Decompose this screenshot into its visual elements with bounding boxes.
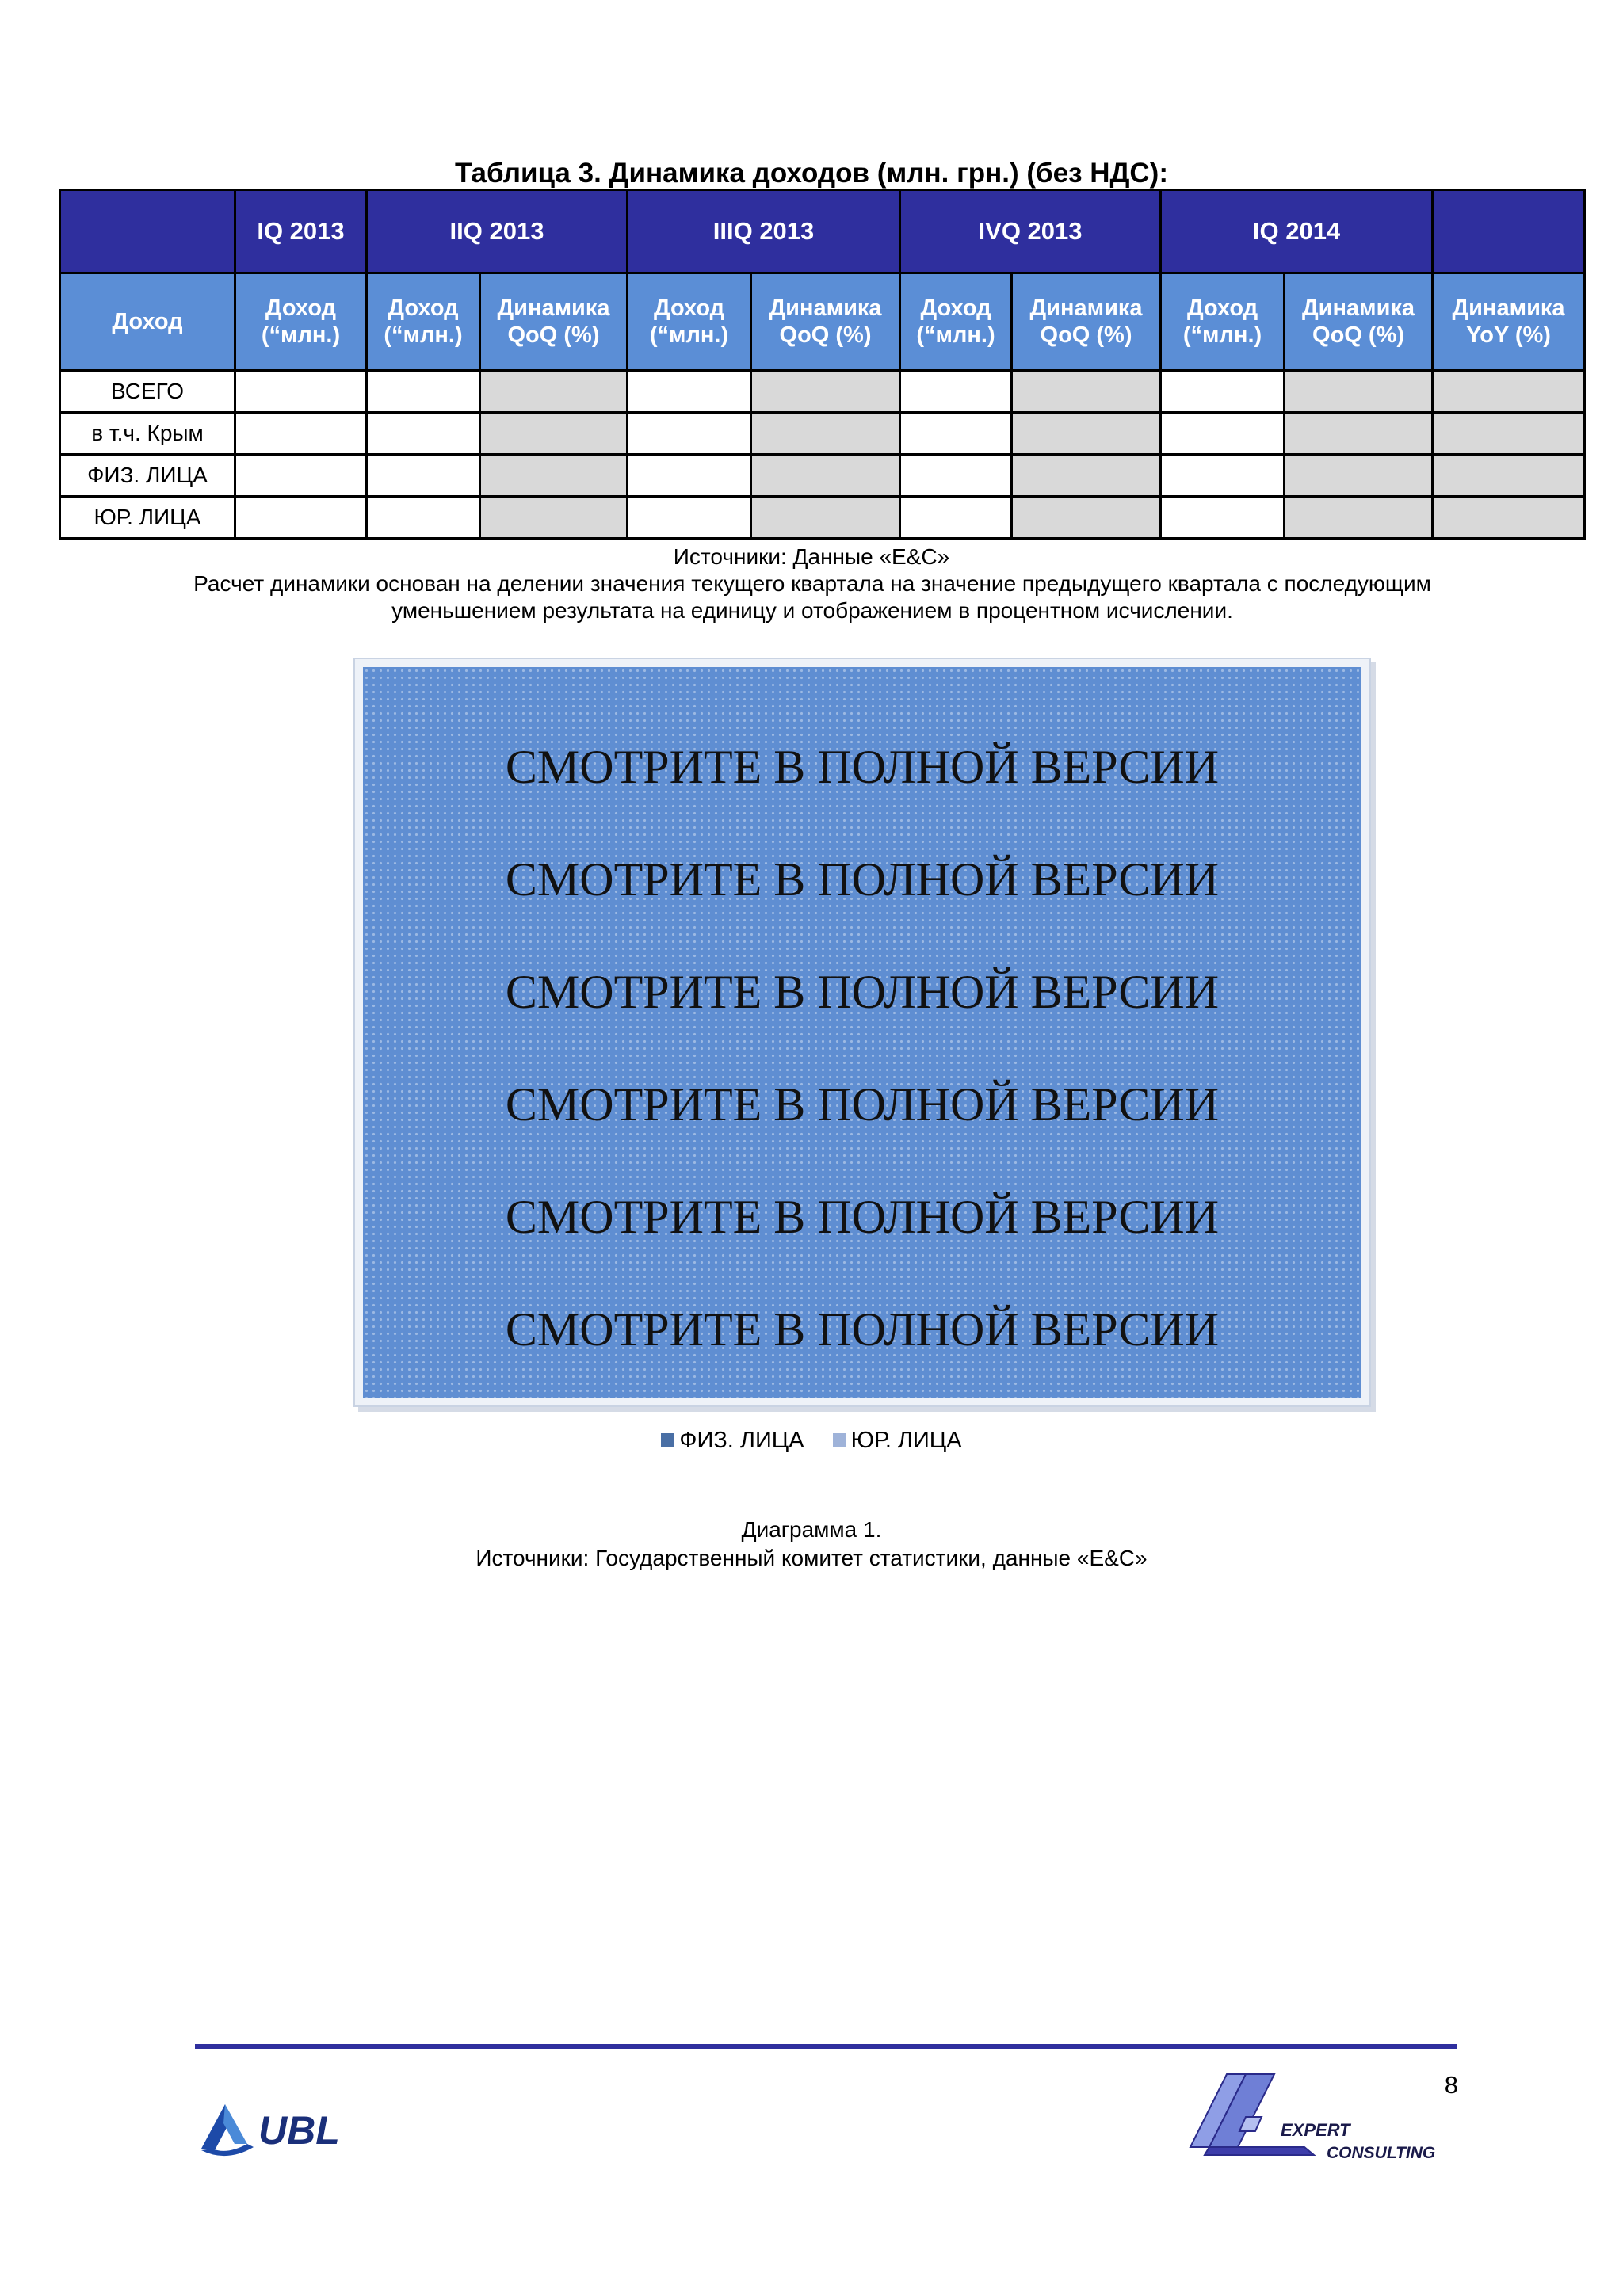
data-cell <box>628 371 751 413</box>
income-column-header: Доход (“млн.) <box>367 273 480 371</box>
row-label: ЮР. ЛИЦА <box>60 497 235 539</box>
metric-header-row <box>60 273 1585 371</box>
quarter-header: IIIQ 2013 <box>628 190 900 273</box>
ubl-logo <box>195 2100 401 2163</box>
watermark-text: СМОТРИТЕ В ПОЛНОЙ ВЕРСИИ <box>505 966 1220 1018</box>
data-cell <box>1161 413 1285 455</box>
chart-placeholder <box>353 658 1371 1407</box>
row-label: ФИЗ. ЛИЦА <box>60 455 235 497</box>
legend-swatch <box>661 1433 674 1447</box>
data-cell <box>1161 497 1285 539</box>
yoy-column-header: Динамика YoY (%) <box>1433 273 1585 371</box>
quarter-header: IVQ 2013 <box>900 190 1161 273</box>
table-row <box>60 371 1585 413</box>
income-column-header: Доход (“млн.) <box>628 273 751 371</box>
revenue-table <box>59 189 1586 540</box>
data-cell <box>751 455 900 497</box>
qoq-column-header: Динамика QoQ (%) <box>1012 273 1161 371</box>
yoy-header-empty <box>1433 190 1585 273</box>
data-cell <box>1012 455 1161 497</box>
data-cell <box>900 497 1012 539</box>
data-cell <box>751 413 900 455</box>
legend-label: ЮР. ЛИЦА <box>850 1428 962 1453</box>
legend-item <box>661 1426 804 1455</box>
corner-cell <box>60 190 235 273</box>
watermark-text: СМОТРИТЕ В ПОЛНОЙ ВЕРСИИ <box>505 1191 1220 1243</box>
data-cell <box>1012 371 1161 413</box>
data-cell <box>628 497 751 539</box>
quarter-header: IQ 2013 <box>235 190 367 273</box>
data-cell <box>1285 371 1433 413</box>
chart-source: Источники: Государственный комитет статистики, данные «E&C» <box>475 1546 1148 1570</box>
data-cell <box>1433 497 1585 539</box>
data-cell <box>235 413 367 455</box>
data-cell <box>235 455 367 497</box>
expert-logo-text: EXPERT <box>1281 2120 1350 2140</box>
income-column-header: Доход (“млн.) <box>1161 273 1285 371</box>
data-cell <box>480 497 628 539</box>
data-cell <box>1285 455 1433 497</box>
data-cell <box>1285 413 1433 455</box>
data-cell <box>1433 455 1585 497</box>
page-number: 8 <box>1444 2071 1458 2099</box>
chart-legend <box>0 1426 1623 1455</box>
data-cell <box>480 455 628 497</box>
income-column-header: Доход (“млн.) <box>235 273 367 371</box>
row-header-label: Доход <box>60 273 235 371</box>
ubl-logo-text: UBL <box>258 2108 340 2153</box>
table-row <box>60 413 1585 455</box>
data-cell <box>367 497 480 539</box>
data-cell <box>900 455 1012 497</box>
watermark-text: СМОТРИТЕ В ПОЛНОЙ ВЕРСИИ <box>505 741 1220 793</box>
row-label: ВСЕГО <box>60 371 235 413</box>
expert-consulting-logo <box>1186 2068 1455 2171</box>
table-source: Источники: Данные «E&C» <box>673 544 950 569</box>
data-cell <box>1433 413 1585 455</box>
data-cell <box>751 497 900 539</box>
footer-divider <box>195 2044 1457 2049</box>
data-cell <box>1012 413 1161 455</box>
data-cell <box>628 455 751 497</box>
data-cell <box>367 371 480 413</box>
data-cell <box>367 413 480 455</box>
data-cell <box>480 371 628 413</box>
data-cell <box>628 413 751 455</box>
quarter-header: IQ 2014 <box>1161 190 1433 273</box>
qoq-column-header: Динамика QoQ (%) <box>751 273 900 371</box>
qoq-column-header: Динамика QoQ (%) <box>480 273 628 371</box>
chart-caption: Диаграмма 1. <box>741 1517 882 1542</box>
table-row <box>60 455 1585 497</box>
chart-watermark-area <box>363 667 1361 1398</box>
quarter-header-row <box>60 190 1585 273</box>
legend-swatch <box>833 1433 846 1447</box>
data-cell <box>1433 371 1585 413</box>
data-cell <box>480 413 628 455</box>
legend-label: ФИЗ. ЛИЦА <box>679 1428 804 1453</box>
watermark-text: СМОТРИТЕ В ПОЛНОЙ ВЕРСИИ <box>505 1078 1220 1131</box>
row-label: в т.ч. Крым <box>60 413 235 455</box>
legend-item <box>833 1426 962 1455</box>
data-cell <box>900 371 1012 413</box>
income-column-header: Доход (“млн.) <box>900 273 1012 371</box>
data-cell <box>900 413 1012 455</box>
watermark-text: СМОТРИТЕ В ПОЛНОЙ ВЕРСИИ <box>505 853 1220 906</box>
data-cell <box>235 371 367 413</box>
data-cell <box>751 371 900 413</box>
data-cell <box>1285 497 1433 539</box>
data-cell <box>1161 455 1285 497</box>
table-note: Расчет динамики основан на делении значения текущего квартала на значение предыдущего квартала с последующим уменьшением результата на единицу и отображением в процентном исчислении. <box>193 571 1431 623</box>
data-cell <box>367 455 480 497</box>
qoq-column-header: Динамика QoQ (%) <box>1285 273 1433 371</box>
data-cell <box>1161 371 1285 413</box>
table-row <box>60 497 1585 539</box>
data-cell <box>235 497 367 539</box>
table-title: Таблица 3. Динамика доходов (млн. грн.) (без НДС): <box>455 158 1168 189</box>
consulting-logo-text: CONSULTING <box>1327 2144 1436 2162</box>
watermark-text: СМОТРИТЕ В ПОЛНОЙ ВЕРСИИ <box>505 1303 1220 1356</box>
quarter-header: IIQ 2013 <box>367 190 628 273</box>
data-cell <box>1012 497 1161 539</box>
